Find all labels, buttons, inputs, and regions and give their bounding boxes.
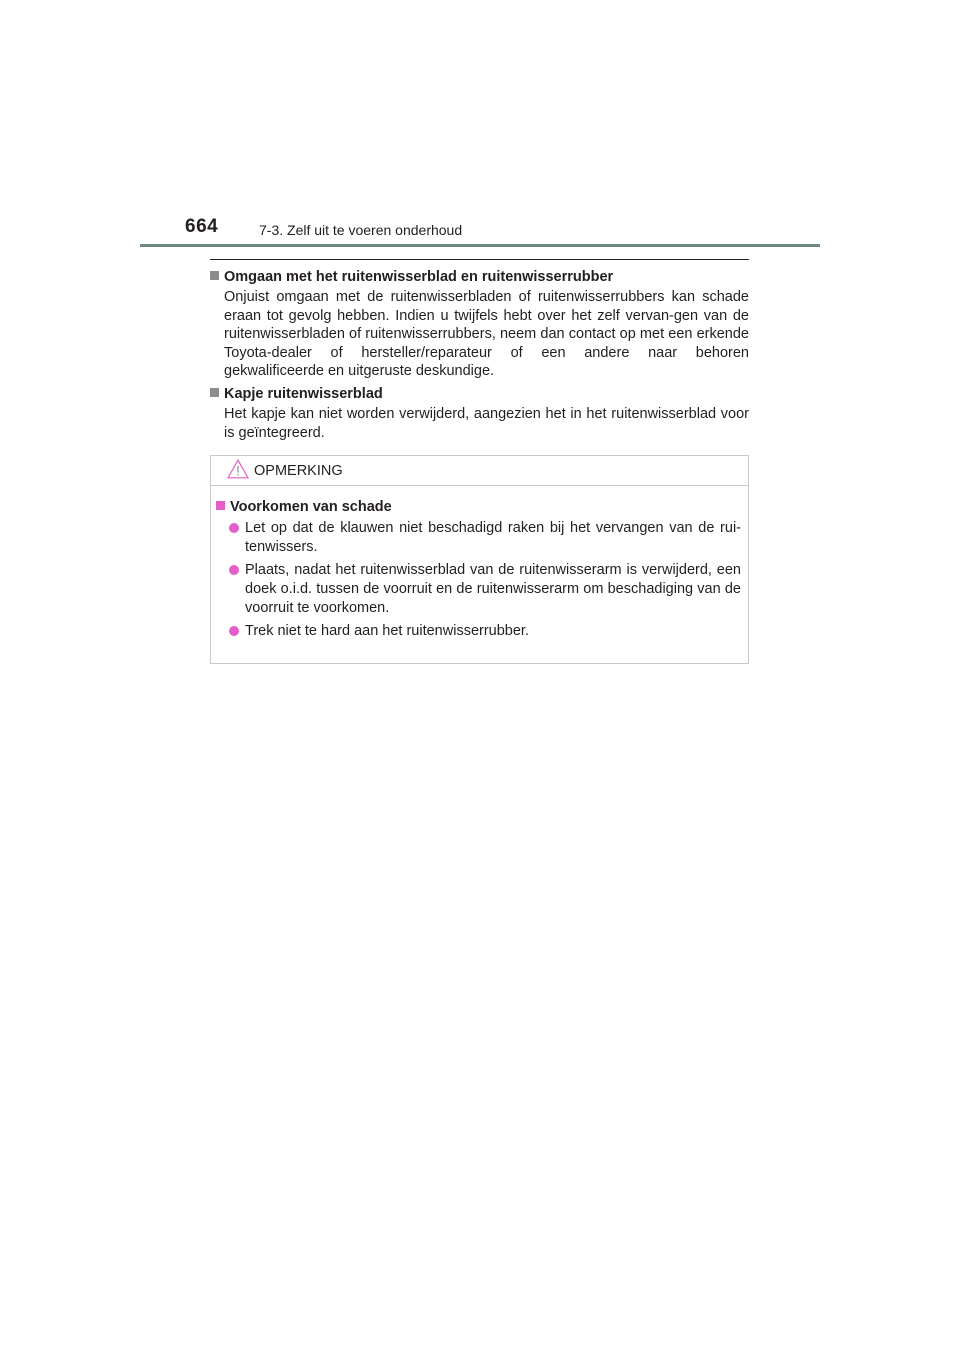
- section-heading-text: Omgaan met het ruitenwisserblad en ruitenwisserrubber: [224, 269, 614, 285]
- section-heading-text: Kapje ruitenwisserblad: [224, 385, 383, 402]
- notice-heading: [216, 498, 741, 516]
- square-bullet-icon: [210, 271, 219, 280]
- section-wiper-blade-cap: [210, 385, 749, 442]
- warning-triangle-icon: [227, 459, 249, 479]
- page-number: 664: [185, 216, 219, 237]
- section-paragraph: Het kapje kan niet worden verwijderd, aangezien het in het ruitenwisserblad voor is geïntegreerd.: [224, 405, 749, 441]
- bullet-dot-icon: [229, 626, 239, 636]
- notice-bullet-item: [229, 519, 741, 556]
- notice-bullet-text: Plaats, nadat het ruitenwisserblad van de ruitenwisserarm is verwijderd, een doek o.i.d. tussen de voorruit en de ruitenwisserarm om beschadiging van de voorruit te voorkomen.: [245, 562, 741, 616]
- notice-bullet-item: [229, 561, 741, 617]
- notice-body: [211, 486, 748, 663]
- notice-bullet-text: Trek niet te hard aan het ruitenwisserrubber.: [245, 623, 529, 640]
- section-paragraph: Onjuist omgaan met de ruitenwisserbladen of ruitenwisserrubbers kan schade eraan tot gevolg hebben. Indien u twijfels hebt over het zelf vervan-gen van de ruitenwisserbladen of ruitenwisserrubbers, neem dan contact op met een erkende Toyota-dealer of hersteller/reparateur of een andere naar behoren gekwalificeerde en uitgeruste deskundige.: [224, 289, 749, 380]
- notice-bullet-text: Let op dat de klauwen niet beschadigd raken bij het vervangen van de rui-tenwissers.: [245, 520, 741, 555]
- chapter-title: 7-3. Zelf uit te voeren onderhoud: [259, 222, 463, 238]
- header-rule: [140, 244, 820, 247]
- section-wiper-blade-handling: [210, 268, 749, 381]
- page-content: [210, 259, 749, 664]
- notice-box: [210, 455, 749, 664]
- notice-title: OPMERKING: [254, 463, 343, 480]
- page-header: [140, 212, 820, 248]
- section-heading: [210, 385, 749, 403]
- square-bullet-icon: [216, 501, 225, 510]
- square-bullet-icon: [210, 388, 219, 397]
- section-heading: [210, 268, 749, 286]
- notice-heading-text: Voorkomen van schade: [230, 499, 392, 516]
- notice-bullet-item: [229, 622, 741, 641]
- section-divider: [210, 259, 749, 260]
- bullet-dot-icon: [229, 565, 239, 575]
- notice-header: [211, 456, 748, 486]
- bullet-dot-icon: [229, 523, 239, 533]
